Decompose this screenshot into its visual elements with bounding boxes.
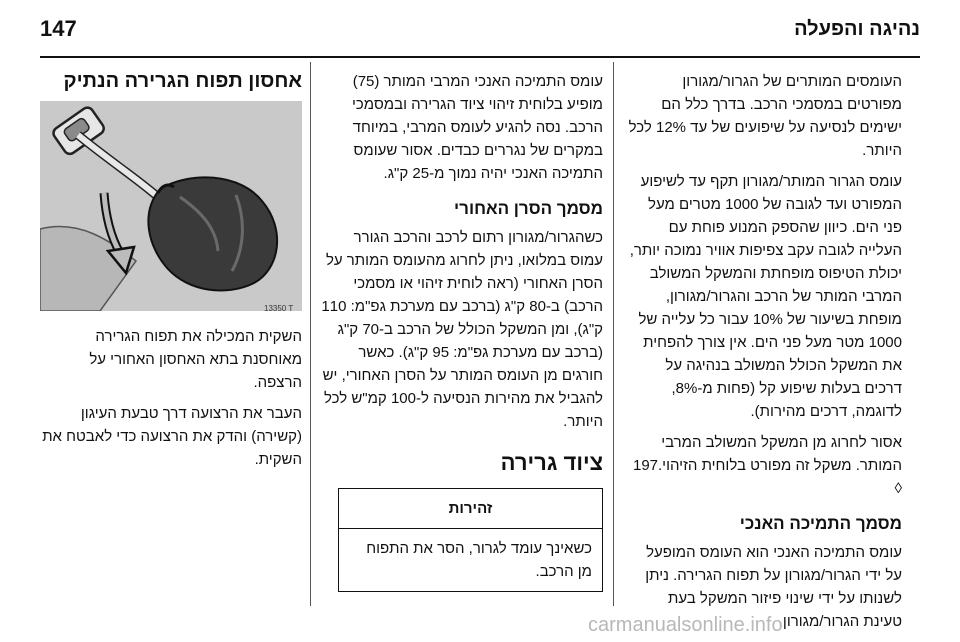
paragraph: העבר את הרצועה דרך טבעת העיגון (קשירה) והדק את הרצועה כדי לאבטח את השקית. [42, 405, 302, 468]
right-column [626, 70, 902, 641]
paragraph: עומס התמיכה האנכי המרבי המותר (75) מופיע בלוחית זיהוי ציוד הגרירה ובמסמכי הרכב. נסה להגיע לעומס המרבי, במיוחד במקרים של נגררים כבדים. אסור שעומס התמיכה האנכי יהיה נמוך מ-25 ק"ג. [352, 73, 603, 182]
watermark: carmanualsonline.info [588, 614, 783, 636]
paragraph: העומסים המותרים של הגרור/מגורון מפורטים במסמכי הרכב. בדרך כלל הם ישימים לנסיעה על שיפועים של עד 12% לכל היותר. [628, 73, 902, 159]
illustration-drawing [40, 101, 302, 311]
paragraph: השקית המכילה את תפוח הגרירה מאוחסנת בתא האחסון האחורי על הרצפה. [89, 328, 302, 391]
paragraph: עומס התמיכה האנכי הוא העומס המופעל על ידי הגרור/מגורון על תפוח הגרירה. ניתן לשנותו על ידי שינוי פיזור המשקל בעת טעינת הגרור/מגורון. [645, 544, 902, 630]
rear-axle-heading: מסמך הסרן האחורי [454, 199, 603, 218]
column-divider [613, 62, 614, 606]
paragraph: אסור לחרוג מן המשקל המשולב המרבי המותר. משקל זה מפורט בלוחית הזיהוי.197 ◊ [632, 434, 902, 497]
caution-title: זהירות [339, 489, 602, 529]
section-title: נהיגה והפעלה [794, 18, 920, 40]
paragraph: כשהגרור/מגורון רתום לרכב והרכב הגורר עמוס במלואו, ניתן לחרוג מהעומס המותר על הסרן האחורי (ראה לוחית זיהוי או מסמכי הרכב) ב-80 ק"ג (ברכב עם מערכת גפ"מ: 110 ק"ג), ומן המשקל הכולל של הרכב ב-70 ק"ג (ברכב עם מערכת גפ"מ: 95 ק"ג). כאשר חורגים מן העומס המותר על הסרן האחורי, יש להגביל את מהירות הנסיעה ל-100 קמ"ש לכל היותר. [321, 229, 603, 430]
paragraph: עומס הגרור המותר/מגורון תקף עד לשיפוע המפורט ועד לגובה של 1000 מטרים מעל פני הים. כיוון שהספק המנוע פוחת עם העלייה לגובה עקב צפיפות אוויר נמוכה יותר, יכולת הטיפוס מופחתת והמשקל המשולב המרבי המותר של הרכב והגרור/מגורון, מופחת בשיעור של 10% עבור כל עלייה של 1000 מטר מעל פני הים. אין צורך להפחית את המשקל הכולל המשולב בנהיגה על דרכים בעלות שיפוע קל (פחות מ-8%, לדוגמה, דרכים מהירות). [629, 173, 902, 420]
header-rule [40, 56, 920, 58]
middle-column [318, 70, 603, 592]
figure-code: 13350 T [264, 304, 294, 311]
storage-heading: אחסון תפוח הגרירה הנתיק [63, 70, 302, 92]
caution-text: כשאינך עומד לגרור, הסר את התפוח מן הרכב. [366, 540, 592, 580]
vertical-load-heading: מסמך התמיכה האנכי [739, 514, 902, 533]
towing-equipment-heading: ציוד גרירה [500, 450, 603, 475]
left-column [40, 70, 302, 479]
towing-bag-illustration [40, 101, 302, 311]
caution-box [338, 488, 603, 592]
page-header [40, 14, 920, 48]
page-number: 147 [40, 16, 77, 41]
column-divider [310, 62, 311, 606]
